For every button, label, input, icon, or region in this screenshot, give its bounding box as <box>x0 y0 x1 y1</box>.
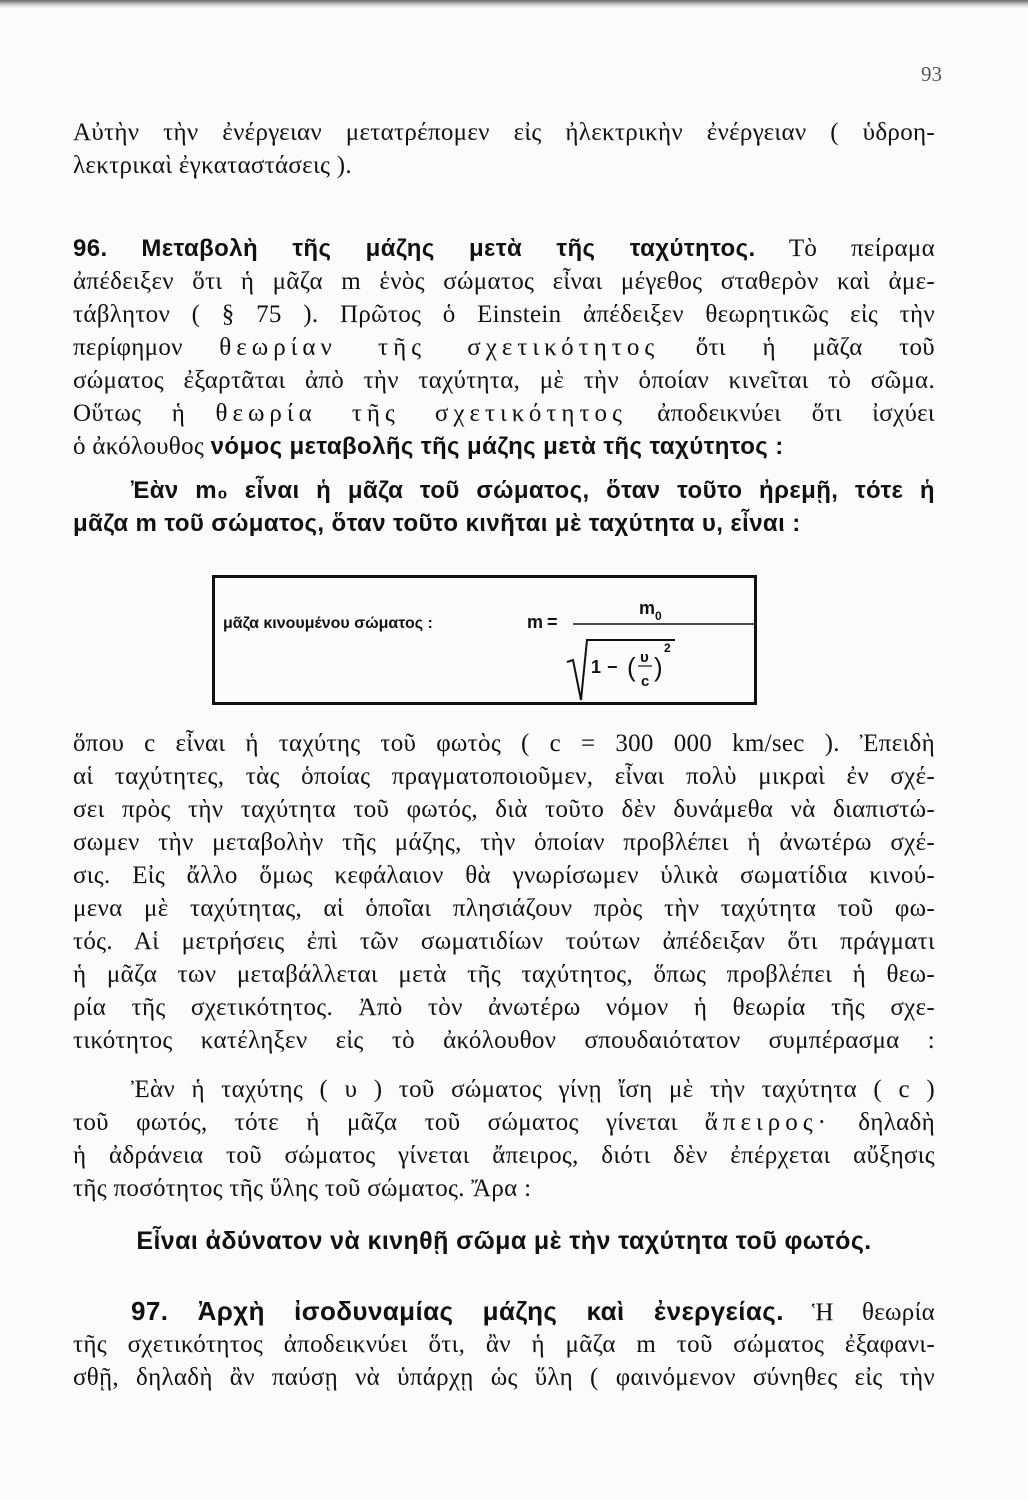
text-line: λεκτρικαὶ ἐγκαταστάσεις ). <box>73 152 352 179</box>
text-span: Ἡ θεωρία <box>812 1299 935 1326</box>
formula-numerator-subscript: 0 <box>655 609 662 623</box>
text-line: ἀπέδειξεν ὅτι ἡ μᾶζα m ἑνὸς σώματος εἶναι μέγεθος σταθερὸν καὶ ἀμε- <box>73 268 935 295</box>
formula-equals: = <box>547 612 558 632</box>
emphasis-text: θεωρία τῆς σχετικότητος <box>215 400 627 427</box>
law-line: Ἐὰν m₀ εἶναι ἡ μᾶζα τοῦ σώματος, ὅταν τοῦτο ἠρεμῇ, τότε ἡ <box>131 477 935 504</box>
formula-label: μᾶζα κινουμένου σώματος : <box>223 615 433 632</box>
section-97-heading-line <box>73 1295 935 1328</box>
formula-paren-left: ( <box>627 652 636 682</box>
text-line: αἱ ταχύτητες, τὰς ὁποίας πραγματοποιοῦμεν, εἶναι πολὺ μικραὶ ἐν σχέ- <box>73 763 935 790</box>
formula-lhs: m <box>527 612 544 632</box>
text-line: τός. Αἱ μετρήσεις ἐπὶ τῶν σωματιδίων τούτων ἀπέδειξαν ὅτι πράγματι <box>73 928 935 955</box>
text-line: σει πρὸς τὴν ταχύτητα τοῦ φωτός, διὰ τοῦτο δὲν δυνάμεθα νὰ διαπιστώ- <box>73 796 935 823</box>
text-span: ὅτι ἡ μᾶζα τοῦ <box>695 334 935 361</box>
section-96-heading-line <box>73 232 935 265</box>
text-line: ἡ μᾶζα των μεταβάλλεται μετὰ τῆς ταχύτητος, ὅπως προβλέπει ἡ θεω- <box>73 961 935 988</box>
formula-minus: − <box>607 657 618 677</box>
formula-v: υ <box>640 649 649 666</box>
text-line: σωμεν τὴν μεταβολὴν τῆς μάζης, τὴν ὁποίαν προβλέπει ἡ ἀνωτέρω σχέ- <box>73 829 935 856</box>
law-line: μᾶζα m τοῦ σώματος, ὅταν τοῦτο κινῆται μὲ ταχύτητα υ, εἶναι : <box>73 510 801 537</box>
relativistic-mass-formula <box>215 578 760 708</box>
page-top-border <box>0 0 1028 8</box>
page-number: 93 <box>921 62 942 86</box>
text-line: τῆς σχετικότητος ἀποδεικνύει ὅτι, ἂν ἡ μᾶζα m τοῦ σώματος ἐξαφανι- <box>73 1331 935 1358</box>
formula-exponent: 2 <box>664 641 671 655</box>
emphasis-text: ἄπειρος· <box>704 1109 831 1136</box>
text-span: τοῦ φωτός, τότε ἡ μᾶζα τοῦ σώματος γίνεται <box>73 1109 678 1136</box>
section-title: 97. Ἀρχὴ ἰσοδυναμίας μάζης καὶ ἐνεργείας. <box>131 1296 784 1326</box>
text-line: ρία τῆς σχετικότητος. Ἀπὸ τὸν ἀνωτέρω νόμον ἡ θεωρία τῆς σχε- <box>73 994 935 1021</box>
text-span: περίφημον <box>73 334 183 361</box>
text-span: Τὸ πείραμα <box>788 235 935 262</box>
text-line: σθῇ, δηλαδὴ ἂν παύσῃ νὰ ὑπάρχῃ ὡς ὕλη ( φαινόμενον σύνηθες εἰς τὴν <box>73 1364 935 1391</box>
text-line <box>73 430 935 463</box>
section-number: 96. <box>73 235 108 262</box>
emphasis-text: θεωρίαν τῆς σχετικότητος <box>219 334 660 361</box>
text-line: Αὐτὴν τὴν ἐνέργειαν μετατρέπομεν εἰς ἠλεκτρικὴν ἐνέργειαν ( ὑδροη- <box>73 119 935 146</box>
formula-paren-right: ) <box>654 652 663 682</box>
text-span: ἀποδεικνύει ὅτι ἰσχύει <box>657 400 935 427</box>
text-span: δηλαδὴ <box>858 1109 935 1136</box>
text-span: Οὕτως ἡ <box>73 400 186 427</box>
text-line: τάβλητον ( § 75 ). Πρῶτος ὁ Einstein ἀπέδειξεν θεωρητικῶς εἰς τὴν <box>73 301 935 328</box>
explanation-paragraph <box>73 727 935 1057</box>
text-line: σώματος ἐξαρτᾶται ἀπὸ τὴν ταχύτητα, μὲ τὴν ὁποίαν κινεῖται τὸ σῶμα. <box>73 367 935 394</box>
section-96 <box>73 232 935 540</box>
section-title: Μεταβολὴ τῆς μάζης μετὰ τῆς ταχύτητος. <box>141 235 756 262</box>
text-line: ἡ ἀδράνεια τοῦ σώματος γίνεται ἄπειρος, διότι δὲν ἐπέρχεται αὔξησις <box>73 1142 935 1169</box>
text-line: ὅπου c εἶναι ἡ ταχύτης τοῦ φωτὸς ( c = 300 000 km/sec ). Ἐπειδὴ <box>73 730 935 757</box>
text-line: σις. Εἰς ἄλλο ὅμως κεφάλαιον θὰ γνωρίσωμεν ὑλικὰ σωματίδια κινού- <box>73 862 935 889</box>
text-line: τῆς ποσότητος τῆς ὕλης τοῦ σώματος. Ἄρα : <box>73 1175 532 1202</box>
text-line <box>73 331 935 364</box>
conclusion <box>73 1225 935 1258</box>
formula-numerator: m <box>639 598 656 618</box>
text-line: τικότητος κατέληξεν εἰς τὸ ἀκόλουθον σπουδαιότατον συμπέρασμα : <box>73 1027 935 1054</box>
section-97 <box>73 1295 935 1394</box>
text-line <box>73 397 935 430</box>
text-line <box>73 1106 935 1139</box>
formula-c: c <box>641 673 650 690</box>
if-paragraph <box>73 1073 935 1205</box>
text-line: μενα μὲ ταχύτητας, αἱ ὁποῖαι πλησιάζουν πρὸς τὴν ταχύτητα τοῦ φω- <box>73 895 935 922</box>
conclusion-text: Εἶναι ἀδύνατον νὰ κινηθῇ σῶμα μὲ τὴν ταχύτητα τοῦ φωτός. <box>136 1227 872 1255</box>
law-title: νόμος μεταβολῆς τῆς μάζης μετὰ τῆς ταχύτητος : <box>210 433 784 460</box>
formula-box <box>212 575 757 705</box>
text-line: Ἐὰν ἡ ταχύτης ( υ ) τοῦ σώματος γίνῃ ἴση μὲ τὴν ταχύτητα ( c ) <box>131 1076 935 1103</box>
formula-one: 1 <box>591 657 602 677</box>
text-span: ὁ ἀκόλουθος <box>73 433 205 460</box>
intro-paragraph <box>73 116 935 182</box>
